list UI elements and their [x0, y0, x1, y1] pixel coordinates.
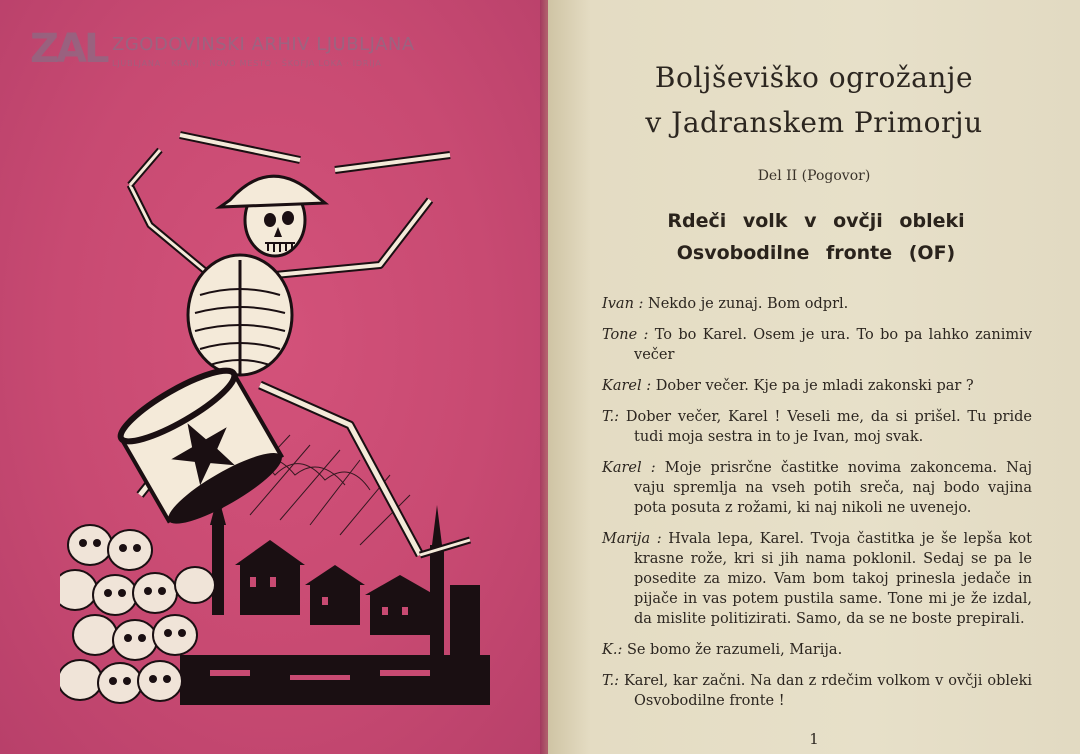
dialogue-line — [602, 529, 1032, 629]
dialogue-text: Karel, kar začni. Na dan z rdečim volkom v ovčji obleki Osvobodilne fronte ! — [623, 673, 1032, 709]
dialogue-text: To bo Karel. Osem je ura. To bo pa lahko zanimiv večer — [634, 327, 1032, 363]
speaker-name: Karel : — [602, 378, 652, 394]
page-title — [548, 55, 1080, 145]
dialogue-line — [602, 376, 1032, 396]
dialogue-line — [602, 407, 1032, 447]
speaker-name: Karel : — [602, 460, 656, 476]
dialogue — [602, 294, 1032, 722]
dialogue-text: Se bomo že razumeli, Marija. — [626, 642, 843, 658]
dialogue-line — [602, 458, 1032, 518]
title-line-1: Boljševiško ogrožanje — [654, 61, 974, 94]
dialogue-line — [602, 325, 1032, 365]
speaker-name: Marija : — [602, 531, 662, 547]
archive-logo: ZAL — [30, 26, 107, 72]
dialogue-text: Dober večer, Karel ! Veseli me, da si prišel. Tu pride tudi moja sestra in to je Ivan, moj svak. — [625, 409, 1032, 445]
dialogue-line — [602, 294, 1032, 314]
title-line-2: v Jadranskem Primorju — [645, 106, 983, 139]
speaker-name: T.: — [602, 673, 620, 689]
speaker-name: K.: — [602, 642, 623, 658]
archive-watermark-tagline: LJUBLJANA · KRANJ · NOVO MESTO · ŠKOFJA LOKA · IDRIJA — [112, 59, 382, 68]
dialogue-text: Moje prisrčne častitke novima zakoncema. Naj vaju spremlja na vseh potih sreča, naj bodo vajina pota posuta z rožami, ki naj nikoli ne uvenejo. — [634, 460, 1033, 516]
text-page — [548, 0, 1080, 754]
section-subtitle: Rdeči volk v ovčji obleki Osvobodilne fronte (OF) — [667, 210, 965, 264]
part-heading: Del II (Pogovor) — [757, 168, 871, 184]
dialogue-text: Hvala lepa, Karel. Tvoja častitka je še lepša kot krasne rože, kri si jih nama poklonil. Sedaj se pa le posedite za mizo. Vam bom takoj prinesla jedače in pijače in vas potem pustila same. Tone mi je že izdal, da mislite politizirati. Samo, da se ne boste prepirali. — [634, 531, 1032, 627]
speaker-name: T.: — [602, 409, 620, 425]
archive-watermark-title: ZGODOVINSKI ARHIV LJUBLJANA — [112, 34, 415, 55]
page-number: 1 — [809, 730, 819, 748]
speaker-name: Tone : — [602, 327, 649, 343]
skeleton-drummer-illustration — [60, 115, 490, 715]
speaker-name: Ivan : — [602, 296, 644, 312]
dialogue-text: Nekdo je zunaj. Bom odprl. — [648, 296, 849, 312]
dialogue-text: Dober večer. Kje pa je mladi zakonski par ? — [655, 378, 974, 394]
dialogue-line — [602, 640, 1032, 660]
dialogue-line — [602, 671, 1032, 711]
